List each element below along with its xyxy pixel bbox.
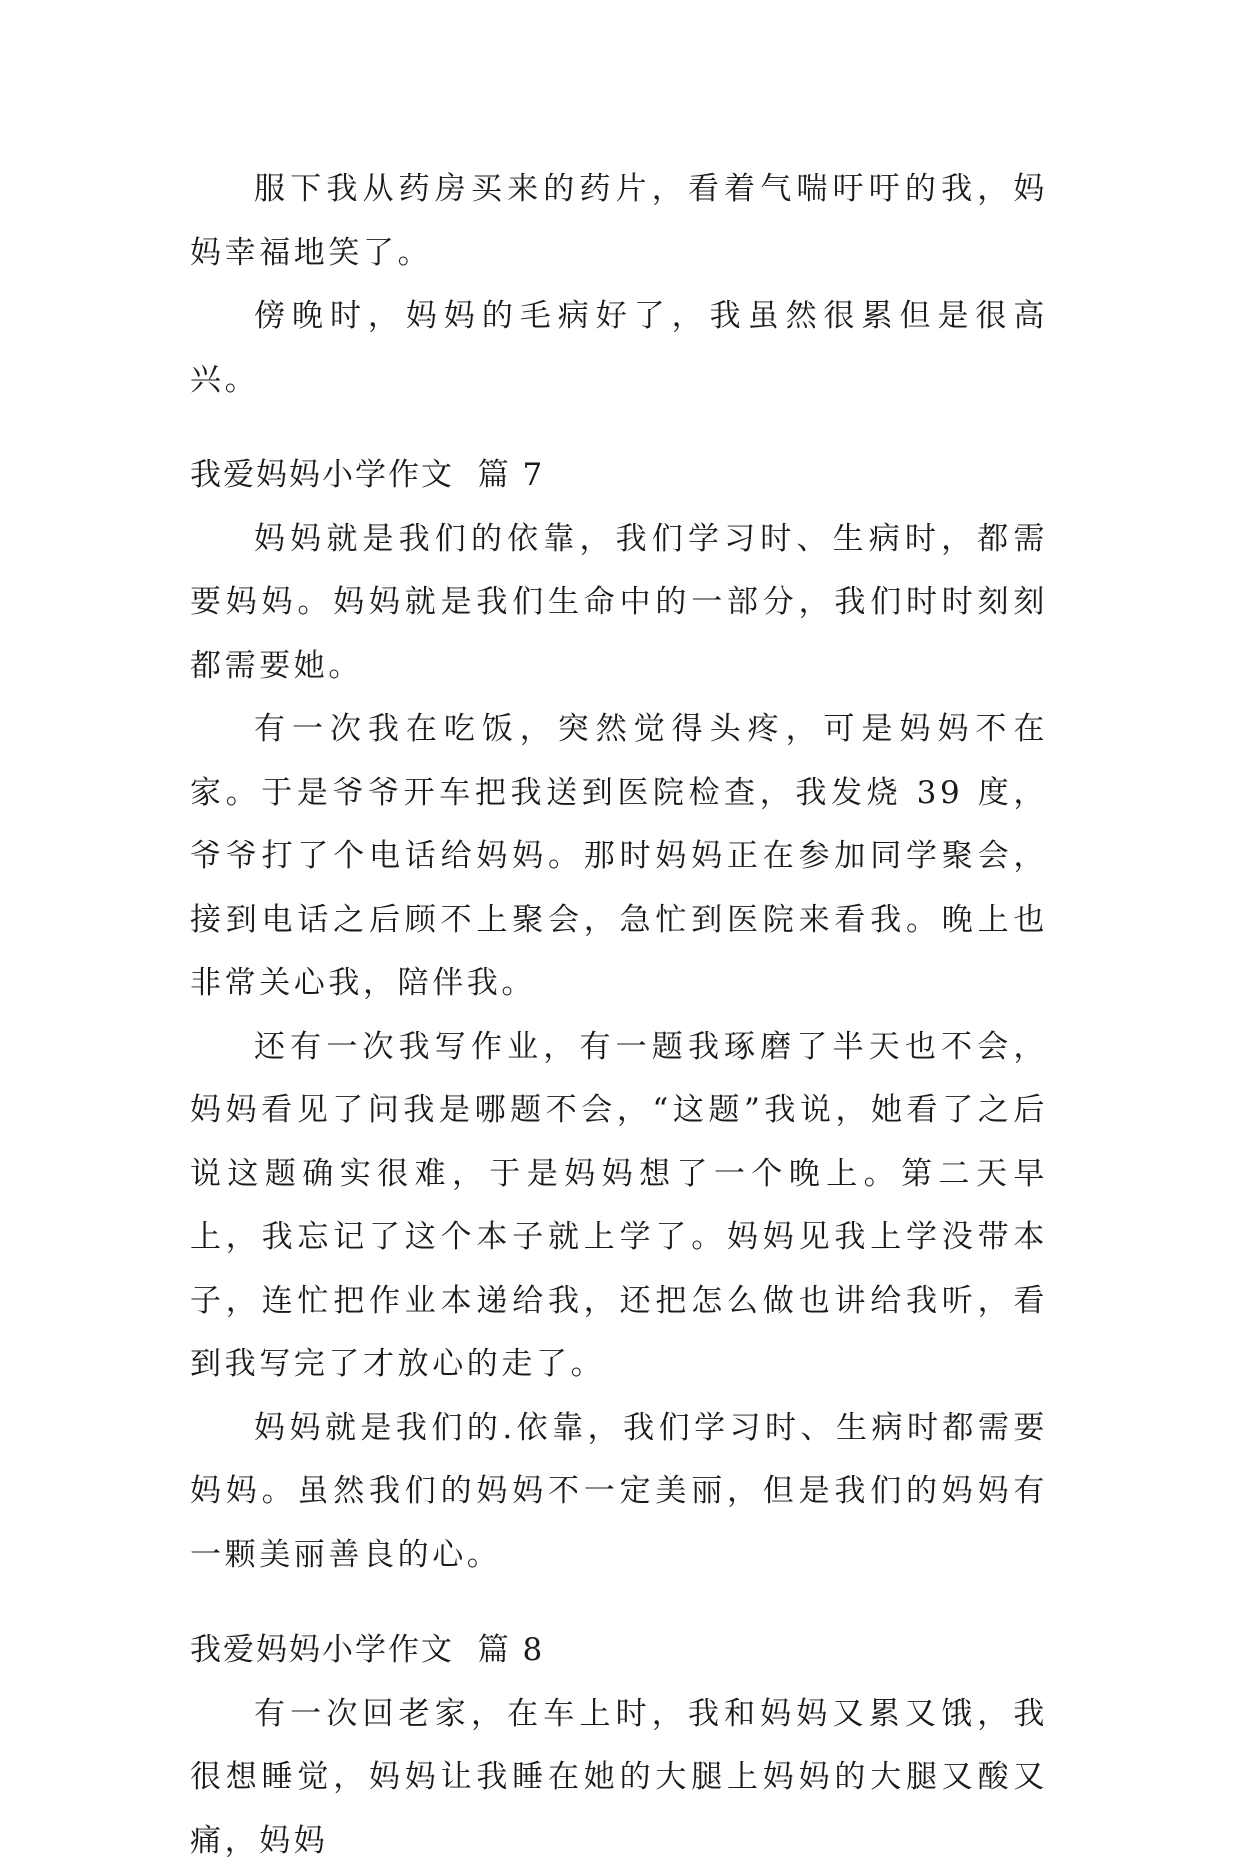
section-spacer bbox=[190, 412, 1048, 444]
paragraph: 有一次回老家，在车上时，我和妈妈又累又饿，我很想睡觉，妈妈让我睡在她的大腿上妈妈的大腿又酸又痛，妈妈 bbox=[190, 1683, 1048, 1873]
paragraph: 还有一次我写作业，有一题我琢磨了半天也不会，妈妈看见了问我是哪题不会，“这题”我说，她看了之后说这题确实很难，于是妈妈想了一个晚上。第二天早上，我忘记了这个本子就上学了。妈妈见我上学没带本子，连忙把作业本递给我，还把怎么做也讲给我听，看到我写完了才放心的走了。 bbox=[190, 1016, 1048, 1397]
paragraph: 傍晚时，妈妈的毛病好了，我虽然很累但是很高兴。 bbox=[190, 285, 1048, 412]
paragraph: 有一次我在吃饭，突然觉得头疼，可是妈妈不在家。于是爷爷开车把我送到医院检查，我发烧 39 度，爷爷打了个电话给妈妈。那时妈妈正在参加同学聚会，接到电话之后顾不上聚会，急忙到医院来看我。晚上也非常关心我，陪伴我。 bbox=[190, 698, 1048, 1016]
document-body bbox=[190, 158, 1048, 1873]
paragraph: 服下我从药房买来的药片，看着气喘吁吁的我，妈妈幸福地笑了。 bbox=[190, 158, 1048, 285]
section-spacer bbox=[190, 1587, 1048, 1619]
paragraph: 妈妈就是我们的依靠，我们学习时、生病时，都需要妈妈。妈妈就是我们生命中的一部分，我们时时刻刻都需要她。 bbox=[190, 508, 1048, 699]
section-heading-7: 我爱妈妈小学作文 篇 7 bbox=[190, 444, 1048, 508]
paragraph: 妈妈就是我们的.依靠，我们学习时、生病时都需要妈妈。虽然我们的妈妈不一定美丽，但是我们的妈妈有一颗美丽善良的心。 bbox=[190, 1397, 1048, 1588]
section-heading-8: 我爱妈妈小学作文 篇 8 bbox=[190, 1619, 1048, 1683]
